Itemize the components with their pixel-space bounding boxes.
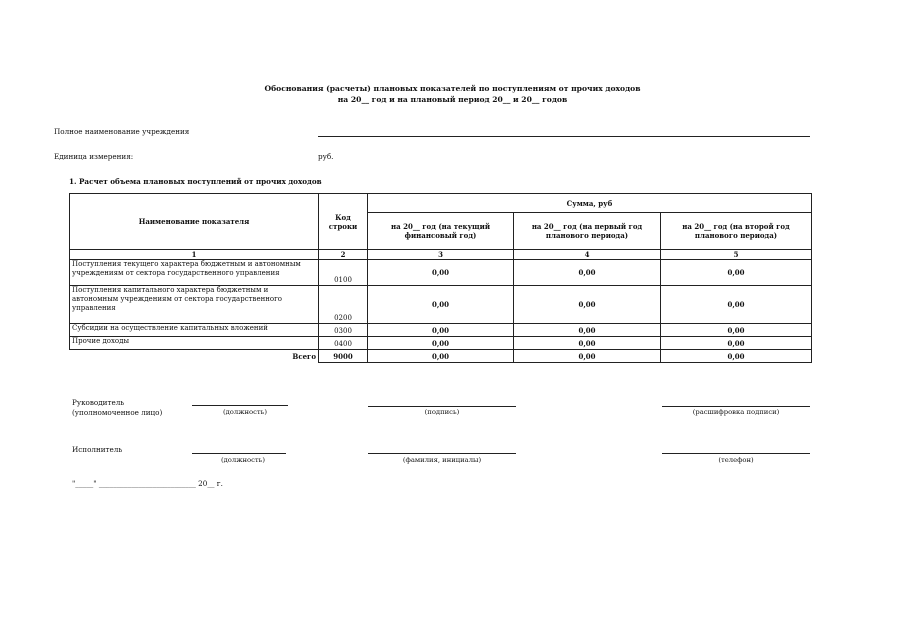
header-code: Код строки (319, 194, 368, 250)
total-value: 0,00 (661, 350, 812, 363)
row-code: 0300 (319, 324, 368, 337)
table-row (70, 260, 812, 286)
head-decoding-caption: (расшифровка подписи) (692, 408, 780, 416)
column-number: 3 (368, 250, 514, 260)
row-value[interactable]: 0,00 (661, 324, 812, 337)
row-value[interactable]: 0,00 (368, 324, 514, 337)
row-name: Поступления текущего характера бюджетным и автономным учреждениям от сектора государственного управления (70, 260, 319, 286)
column-number: 5 (661, 250, 812, 260)
header-col4: на 20__ год (на первый год планового периода) (514, 213, 661, 250)
row-value[interactable]: 0,00 (514, 286, 661, 324)
row-value[interactable]: 0,00 (514, 337, 661, 350)
row-value[interactable]: 0,00 (661, 337, 812, 350)
row-value[interactable]: 0,00 (514, 260, 661, 286)
row-value[interactable]: 0,00 (368, 260, 514, 286)
document-title-line2: на 20__ год и на плановый период 20__ и 20__ годов (337, 95, 568, 104)
head-signature-caption: (подпись) (424, 408, 460, 416)
column-number: 4 (514, 250, 661, 260)
row-value[interactable]: 0,00 (661, 260, 812, 286)
executor-position-line[interactable] (192, 453, 286, 454)
total-value: 0,00 (368, 350, 514, 363)
date-line[interactable]: "_____" ___________________________ 20__ г. (72, 479, 223, 488)
executor-name-line[interactable] (368, 453, 516, 454)
table-row (70, 324, 812, 337)
row-code: 0100 (319, 260, 368, 286)
row-name: Прочие доходы (70, 337, 319, 350)
revenue-table (69, 193, 812, 363)
total-value: 0,00 (514, 350, 661, 363)
row-value[interactable]: 0,00 (661, 286, 812, 324)
head-decoding-line[interactable] (662, 406, 810, 407)
head-label: Руководитель (72, 398, 125, 407)
row-value[interactable]: 0,00 (368, 337, 514, 350)
section-title: 1. Расчет объема плановых поступлений от прочих доходов (69, 177, 322, 186)
row-code: 0400 (319, 337, 368, 350)
head-position-line[interactable] (192, 405, 288, 406)
row-name: Субсидии на осуществление капитальных вложений (70, 324, 319, 337)
header-name: Наименование показателя (70, 194, 319, 250)
document-title-line1: Обоснования (расчеты) плановых показателей по поступлениям от прочих доходов (264, 84, 641, 93)
row-value[interactable]: 0,00 (368, 286, 514, 324)
head-sub-label: (уполномоченное лицо) (72, 408, 163, 417)
head-position-caption: (должность) (222, 408, 268, 416)
institution-input-line[interactable] (318, 136, 810, 137)
executor-phone-caption: (телефон) (718, 456, 754, 464)
header-sum: Сумма, руб (368, 194, 812, 213)
executor-phone-line[interactable] (662, 453, 810, 454)
row-code: 0200 (319, 286, 368, 324)
total-code: 9000 (319, 350, 368, 363)
table-row (70, 286, 812, 324)
unit-value: руб. (318, 152, 334, 161)
executor-name-caption: (фамилия, инициалы) (402, 456, 482, 464)
column-number: 1 (70, 250, 319, 260)
unit-label: Единица измерения: (54, 152, 134, 161)
head-signature-line[interactable] (368, 406, 516, 407)
institution-label: Полное наименование учреждения (54, 127, 190, 136)
table-row (70, 337, 812, 350)
header-col3: на 20__ год (на текущий финансовый год) (368, 213, 514, 250)
executor-label: Исполнитель (72, 445, 123, 454)
total-label: Всего (70, 350, 319, 363)
column-number: 2 (319, 250, 368, 260)
table-total-row (70, 350, 812, 363)
header-col5: на 20__ год (на второй год планового периода) (661, 213, 812, 250)
executor-position-caption: (должность) (220, 456, 266, 464)
row-name: Поступления капитального характера бюджетным и автономным учреждениям от сектора государственного управления (70, 286, 319, 324)
row-value[interactable]: 0,00 (514, 324, 661, 337)
